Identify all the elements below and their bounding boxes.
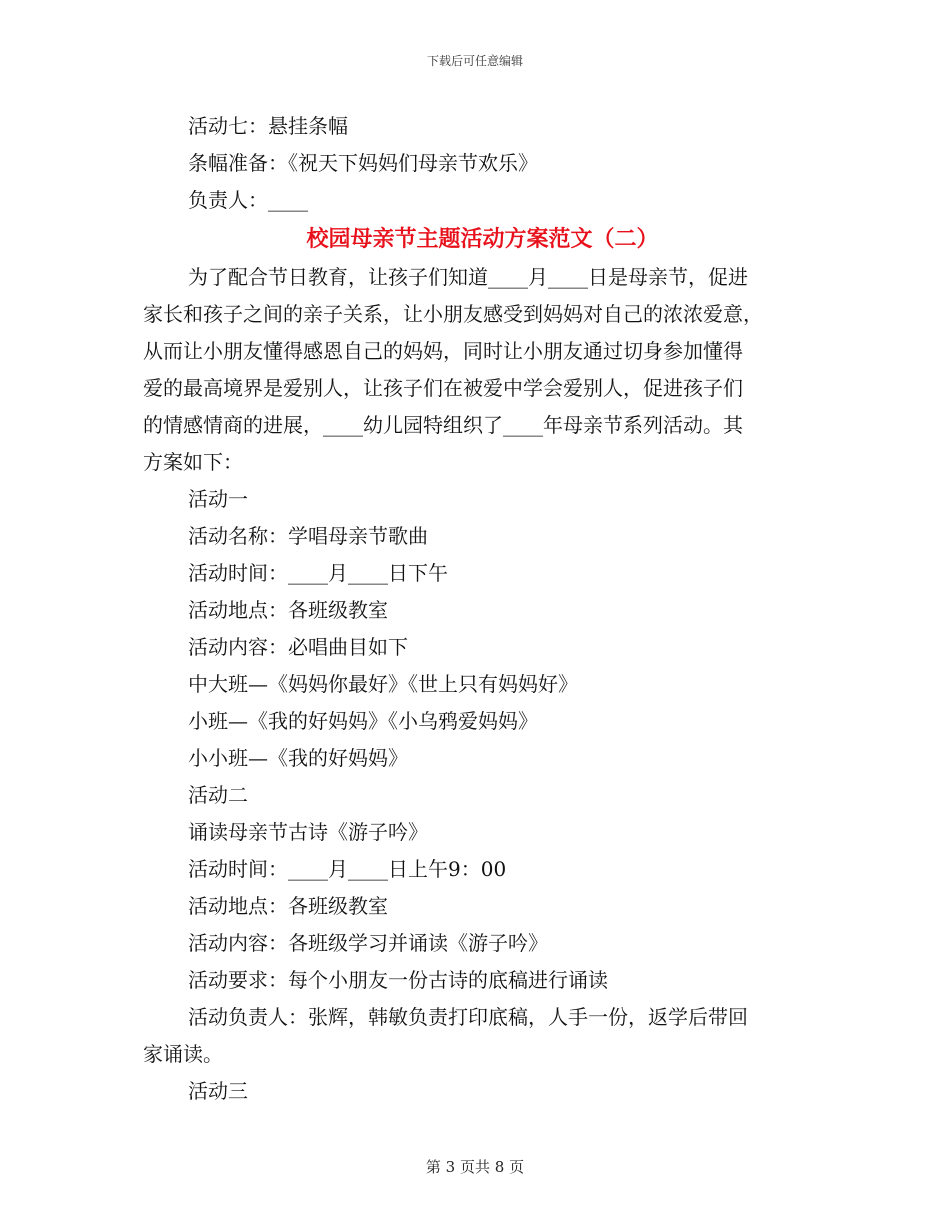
intro-line: 从而让小朋友懂得感恩自己的妈妈，同时让小朋友通过切身参加懂得 — [143, 339, 743, 363]
song-list-item: 小小班—《我的好妈妈》 — [188, 746, 408, 770]
activity-seven-heading: 活动七：悬挂条幅 — [188, 114, 348, 138]
banner-prep-line: 条幅准备：《祝天下妈妈们母亲节欢乐》 — [188, 151, 538, 175]
intro-paragraph — [143, 259, 807, 481]
section-title: 校园母亲节主题活动方案范文（二） — [306, 226, 659, 252]
responsible-para-line: 家诵读。 — [143, 1042, 223, 1066]
page-header: 下载后可任意编辑 — [426, 54, 523, 68]
intro-line: 家长和孩子之间的亲子关系，让小朋友感受到妈妈对自己的浓浓爱意， — [143, 302, 763, 326]
intro-line: 方案如下： — [143, 450, 243, 474]
song-list-item: 中大班—《妈妈你最好》《世上只有妈妈好》 — [188, 672, 578, 696]
song-list-item: 小班—《我的好妈妈》《小乌鸦爱妈妈》 — [188, 709, 538, 733]
poem-reading-line: 诵读母亲节古诗《游子吟》 — [188, 820, 428, 844]
activity-content-line: 活动内容：必唱曲目如下 — [188, 635, 408, 659]
intro-line: 的情感情商的进展，____幼儿园特组织了____年母亲节系列活动。其 — [143, 413, 743, 437]
responsible-line: 负责人：____ — [188, 188, 308, 212]
intro-line: 为了配合节日教育，让孩子们知道____月____日是母亲节，促进 — [188, 265, 748, 289]
activity-three-heading: 活动三 — [188, 1079, 248, 1103]
activity-time-line: 活动时间：____月____日下午 — [188, 561, 448, 585]
responsible-paragraph — [143, 999, 807, 1073]
activity-place-line: 活动地点：各班级教室 — [188, 894, 388, 918]
activity-time-line: 活动时间：____月____日上午9：00 — [188, 857, 507, 881]
activity-one-heading: 活动一 — [188, 487, 248, 511]
intro-line: 爱的最高境界是爱别人，让孩子们在被爱中学会爱别人，促进孩子们 — [143, 376, 743, 400]
activity-two-heading: 活动二 — [188, 783, 248, 807]
page-footer: 第 3 页共 8 页 — [425, 1158, 525, 1176]
activity-place-line: 活动地点：各班级教室 — [188, 598, 388, 622]
responsible-para-line: 活动负责人：张辉，韩敏负责打印底稿，人手一份，返学后带回 — [188, 1005, 748, 1029]
activity-content-line: 活动内容：各班级学习并诵读《游子吟》 — [188, 931, 548, 955]
document-body — [143, 108, 807, 1110]
activity-name-line: 活动名称：学唱母亲节歌曲 — [188, 524, 428, 548]
activity-requirement-line: 活动要求：每个小朋友一份古诗的底稿进行诵读 — [188, 968, 608, 992]
